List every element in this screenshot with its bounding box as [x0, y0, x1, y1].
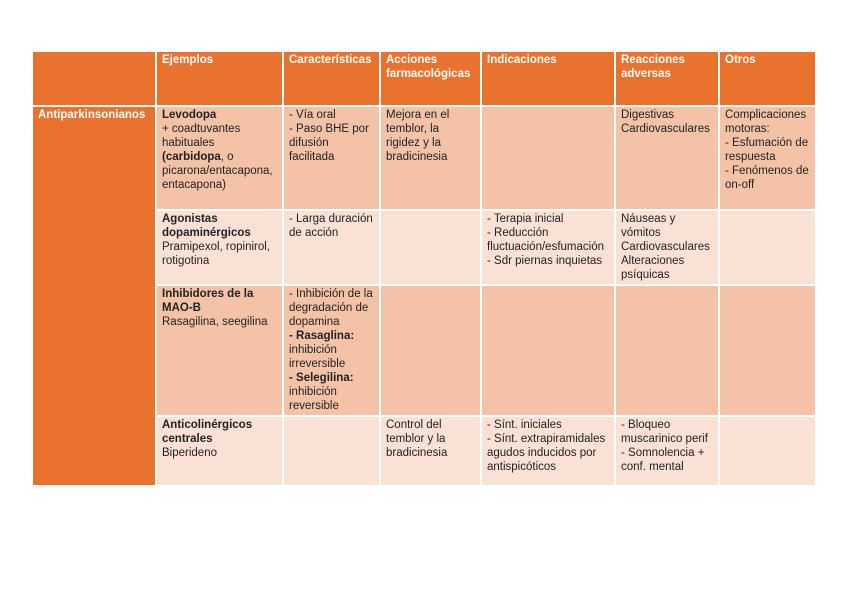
cell-indicaciones — [481, 285, 615, 416]
cell-line: - Sdr piernas inquietas — [487, 255, 603, 267]
drug-text: , o picarona/entacapona, entacapona) — [162, 151, 273, 191]
cell-indicaciones — [481, 416, 615, 486]
cell-line: - Larga duración de acción — [289, 213, 373, 239]
cell-caracteristicas — [283, 285, 380, 416]
cell-otros — [719, 285, 816, 416]
header-acciones: Acciones farmacológicas — [380, 52, 481, 106]
cell-otros — [719, 210, 816, 285]
cell-line: Alteraciones psíquicas — [621, 255, 685, 281]
cell-line: - Reducción fluctuación/esfumación — [487, 227, 604, 253]
cell-ejemplos — [156, 416, 283, 486]
pharmacology-table — [33, 52, 817, 487]
header-empty — [33, 52, 156, 106]
cell-reacciones — [615, 106, 719, 210]
cell-reacciones — [615, 416, 719, 486]
table-row — [33, 106, 816, 210]
drug-name: Anticolinérgicos centrales — [162, 419, 253, 445]
cell-line: - Paso BHE por difusión facilitada — [289, 123, 369, 163]
header-ejemplos: Ejemplos — [156, 52, 283, 106]
drug-text: Rasagilina, seegilina — [162, 316, 268, 328]
cell-acciones — [380, 210, 481, 285]
cell-acciones — [380, 416, 481, 486]
cell-line: - Selegilina: — [289, 372, 354, 384]
cell-ejemplos — [156, 285, 283, 416]
cell-indicaciones — [481, 106, 615, 210]
cell-line: Complicaciones motoras: — [725, 109, 807, 135]
cell-otros — [719, 106, 816, 210]
cell-line: inhibición irreversible — [289, 344, 346, 370]
group-label: Antiparkinsonianos — [33, 106, 156, 486]
cell-line: Cardiovasculares — [621, 123, 710, 135]
cell-caracteristicas — [283, 106, 380, 210]
header-row — [33, 52, 816, 106]
drug-name: Inhibidores de la MAO-B — [162, 288, 254, 314]
cell-line: - Esfumación de respuesta — [725, 137, 809, 163]
cell-reacciones — [615, 210, 719, 285]
cell-acciones — [380, 106, 481, 210]
drug-name: (carbidopa — [162, 151, 221, 163]
drug-text: Pramipexol, ropinirol, rotigotina — [162, 241, 271, 267]
header-reacciones: Reacciones adversas — [615, 52, 719, 106]
cell-line: Náuseas y vómitos — [621, 213, 676, 239]
drug-name: Levodopa — [162, 109, 217, 121]
cell-ejemplos — [156, 210, 283, 285]
header-otros: Otros — [719, 52, 816, 106]
cell-line: - Sínt. iniciales — [487, 419, 562, 431]
header-caracteristicas: Características — [283, 52, 380, 106]
cell-line: - Somnolencia + conf. mental — [621, 447, 705, 473]
cell-line: - Rasaglina: — [289, 330, 355, 342]
cell-caracteristicas — [283, 210, 380, 285]
cell-reacciones — [615, 285, 719, 416]
drug-text: + coadtuvantes habituales — [162, 123, 241, 149]
cell-line: - Fenómenos de on-off — [725, 165, 809, 191]
cell-line: - Inhibición de la degradación de dopamina — [289, 288, 373, 328]
cell-caracteristicas — [283, 416, 380, 486]
cell-line: Control del temblor y la bradicinesia — [386, 419, 448, 459]
cell-otros — [719, 416, 816, 486]
cell-line: Mejora en el temblor, la rigidez y la bradicinesia — [386, 109, 450, 163]
cell-line: - Bloqueo muscarinico perif — [621, 419, 708, 445]
cell-ejemplos — [156, 106, 283, 210]
cell-acciones — [380, 285, 481, 416]
cell-line: - Terapia inicial — [487, 213, 564, 225]
cell-line: Digestivas — [621, 109, 675, 121]
cell-line: - Sínt. extrapiramidales agudos inducidos por antispicóticos — [487, 433, 606, 473]
header-indicaciones: Indicaciones — [481, 52, 615, 106]
cell-indicaciones — [481, 210, 615, 285]
cell-line: inhibición reversible — [289, 386, 339, 412]
cell-line: Cardiovasculares — [621, 241, 710, 253]
drug-name: Agonistas dopaminérgicos — [162, 213, 251, 239]
drug-text: Biperideno — [162, 447, 217, 459]
cell-line: - Vía oral — [289, 109, 336, 121]
